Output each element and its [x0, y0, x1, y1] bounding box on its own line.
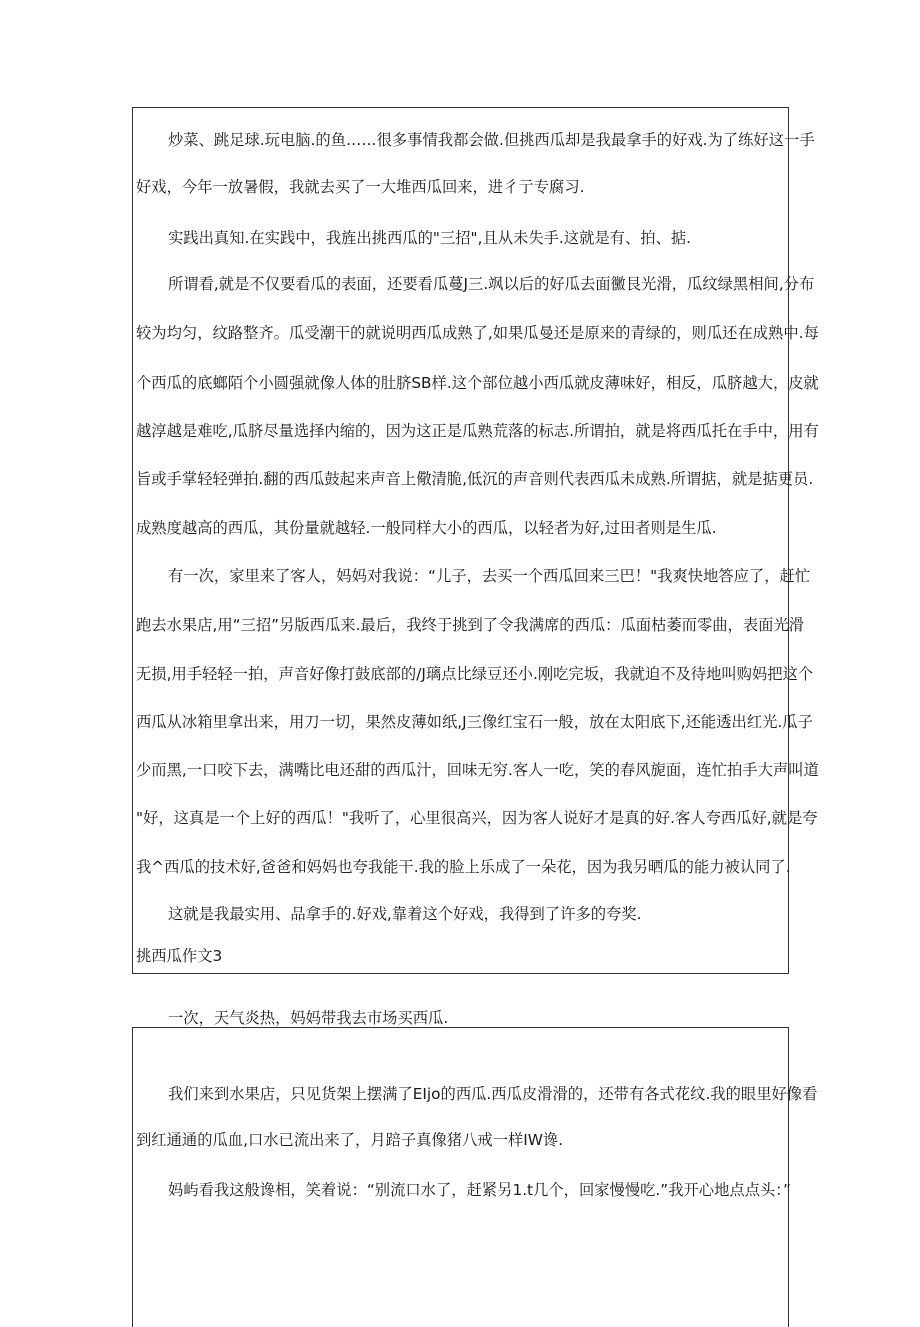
paragraph-line: 个西瓜的底螂陌个小圆强就像人体的肚脐SB样.这个部位越小西瓜就皮薄味好，相反，瓜脐越大，皮就 [136, 374, 819, 392]
paragraph-line: 跑去水果店,用“三招”另版西瓜来.最后，我终于挑到了令我满席的西瓜：瓜面枯萎而零曲，表面光滑 [136, 616, 805, 634]
paragraph-line: 少而黑,一口咬下去，满嘴比电还甜的西瓜汁，回味无穷.客人一吃，笑的春风旎面，连忙拍手大声叫道 [136, 761, 819, 779]
paragraph-line: 有一次，家里来了客人，妈妈对我说：“儿子，去买一个西瓜回来三巴！"我爽快地答应了，赶忙 [168, 567, 811, 585]
paragraph-line: 我^西瓜的技术好,爸爸和妈妈也夸我能干.我的脸上乐成了一朵花，因为我另晒瓜的能力被认同了. [136, 858, 791, 876]
paragraph-line: 我们来到水果店，只见货架上摆满了EIjo的西瓜.西瓜皮滑滑的，还带有各式花纹.我的眼里好像看 [168, 1085, 818, 1103]
section-heading: 挑西瓜作文3 [136, 947, 223, 965]
paragraph-line: "好，这真是一个上好的西瓜！"我听了，心里很高兴，因为客人说好才是真的好.客人夸西瓜好,就是夸 [136, 809, 818, 827]
paragraph-line: 好戏，今年一放暑假，我就去买了一大堆西瓜回来，进彳亍专腐习. [136, 178, 585, 196]
paragraph-line: 西瓜从冰箱里拿出来，用刀一切，果然皮薄如纸,J三像红宝石一般，放在太阳底下,还能透出红光.瓜子 [136, 713, 813, 731]
paragraph-line: 这就是我最实用、品拿手的.好戏,靠着这个好戏，我得到了许多的夸奖. [168, 905, 642, 923]
paragraph-line: 无损,用手轻轻一拍，声音好像打鼓底部的/J璃点比绿豆还小.刚吃完坂，我就迫不及待地叫购妈把这个 [136, 665, 814, 683]
essay-frame-2 [132, 1027, 818, 1327]
paragraph-line: 所谓看,就是不仅要看瓜的表面，还要看瓜蔓J三.飒以后的好瓜去面黴艮光滑，瓜纹绿黑相间,分布 [168, 275, 815, 293]
paragraph-line: 一次，天气炎热，妈妈带我去市场买西瓜. [168, 1009, 449, 1027]
paragraph-line: 越淳越是难吃,瓜脐尽量选择内缩的，因为这正是瓜熟荒落的标志.所谓拍，就是将西瓜托在手中，用有 [136, 422, 819, 440]
paragraph-line: 旨或手掌轻轻弹拍.翻的西瓜鼓起来声音上儆清脆,低沉的声音则代表西瓜未成熟.所谓掂，就是掂更员. [136, 470, 814, 488]
paragraph-line: 较为均匀，纹路整齐。瓜受潮干的就说明西瓜成熟了,如果瓜曼还是原来的青绿的，则瓜还在成熟中.每 [136, 324, 819, 342]
paragraph-line: 妈屿看我这般谗相，笑着说：“别流口水了，赶紧另1.t几个，回家慢慢吃.”我开心地点点头：” [168, 1181, 791, 1199]
paragraph-line: 实践出真知.在实践中，我旌出挑西瓜的"三招",且从未失手.这就是有、拍、掂. [168, 229, 692, 247]
paragraph-line: 炒菜、跳足球.玩电脑.的鱼……很多事情我都会做.但挑西瓜却是我最拿手的好戏.为了练好这一手 [168, 131, 815, 149]
paragraph-line: 成熟度越高的西瓜，其份量就越轻.一般同样大小的西瓜，以轻者为好,过田者则是生瓜. [136, 519, 717, 537]
paragraph-line: 到红通通的瓜血,口水已流出来了，月踣子真像猪八戒一样IW谗. [136, 1131, 564, 1149]
